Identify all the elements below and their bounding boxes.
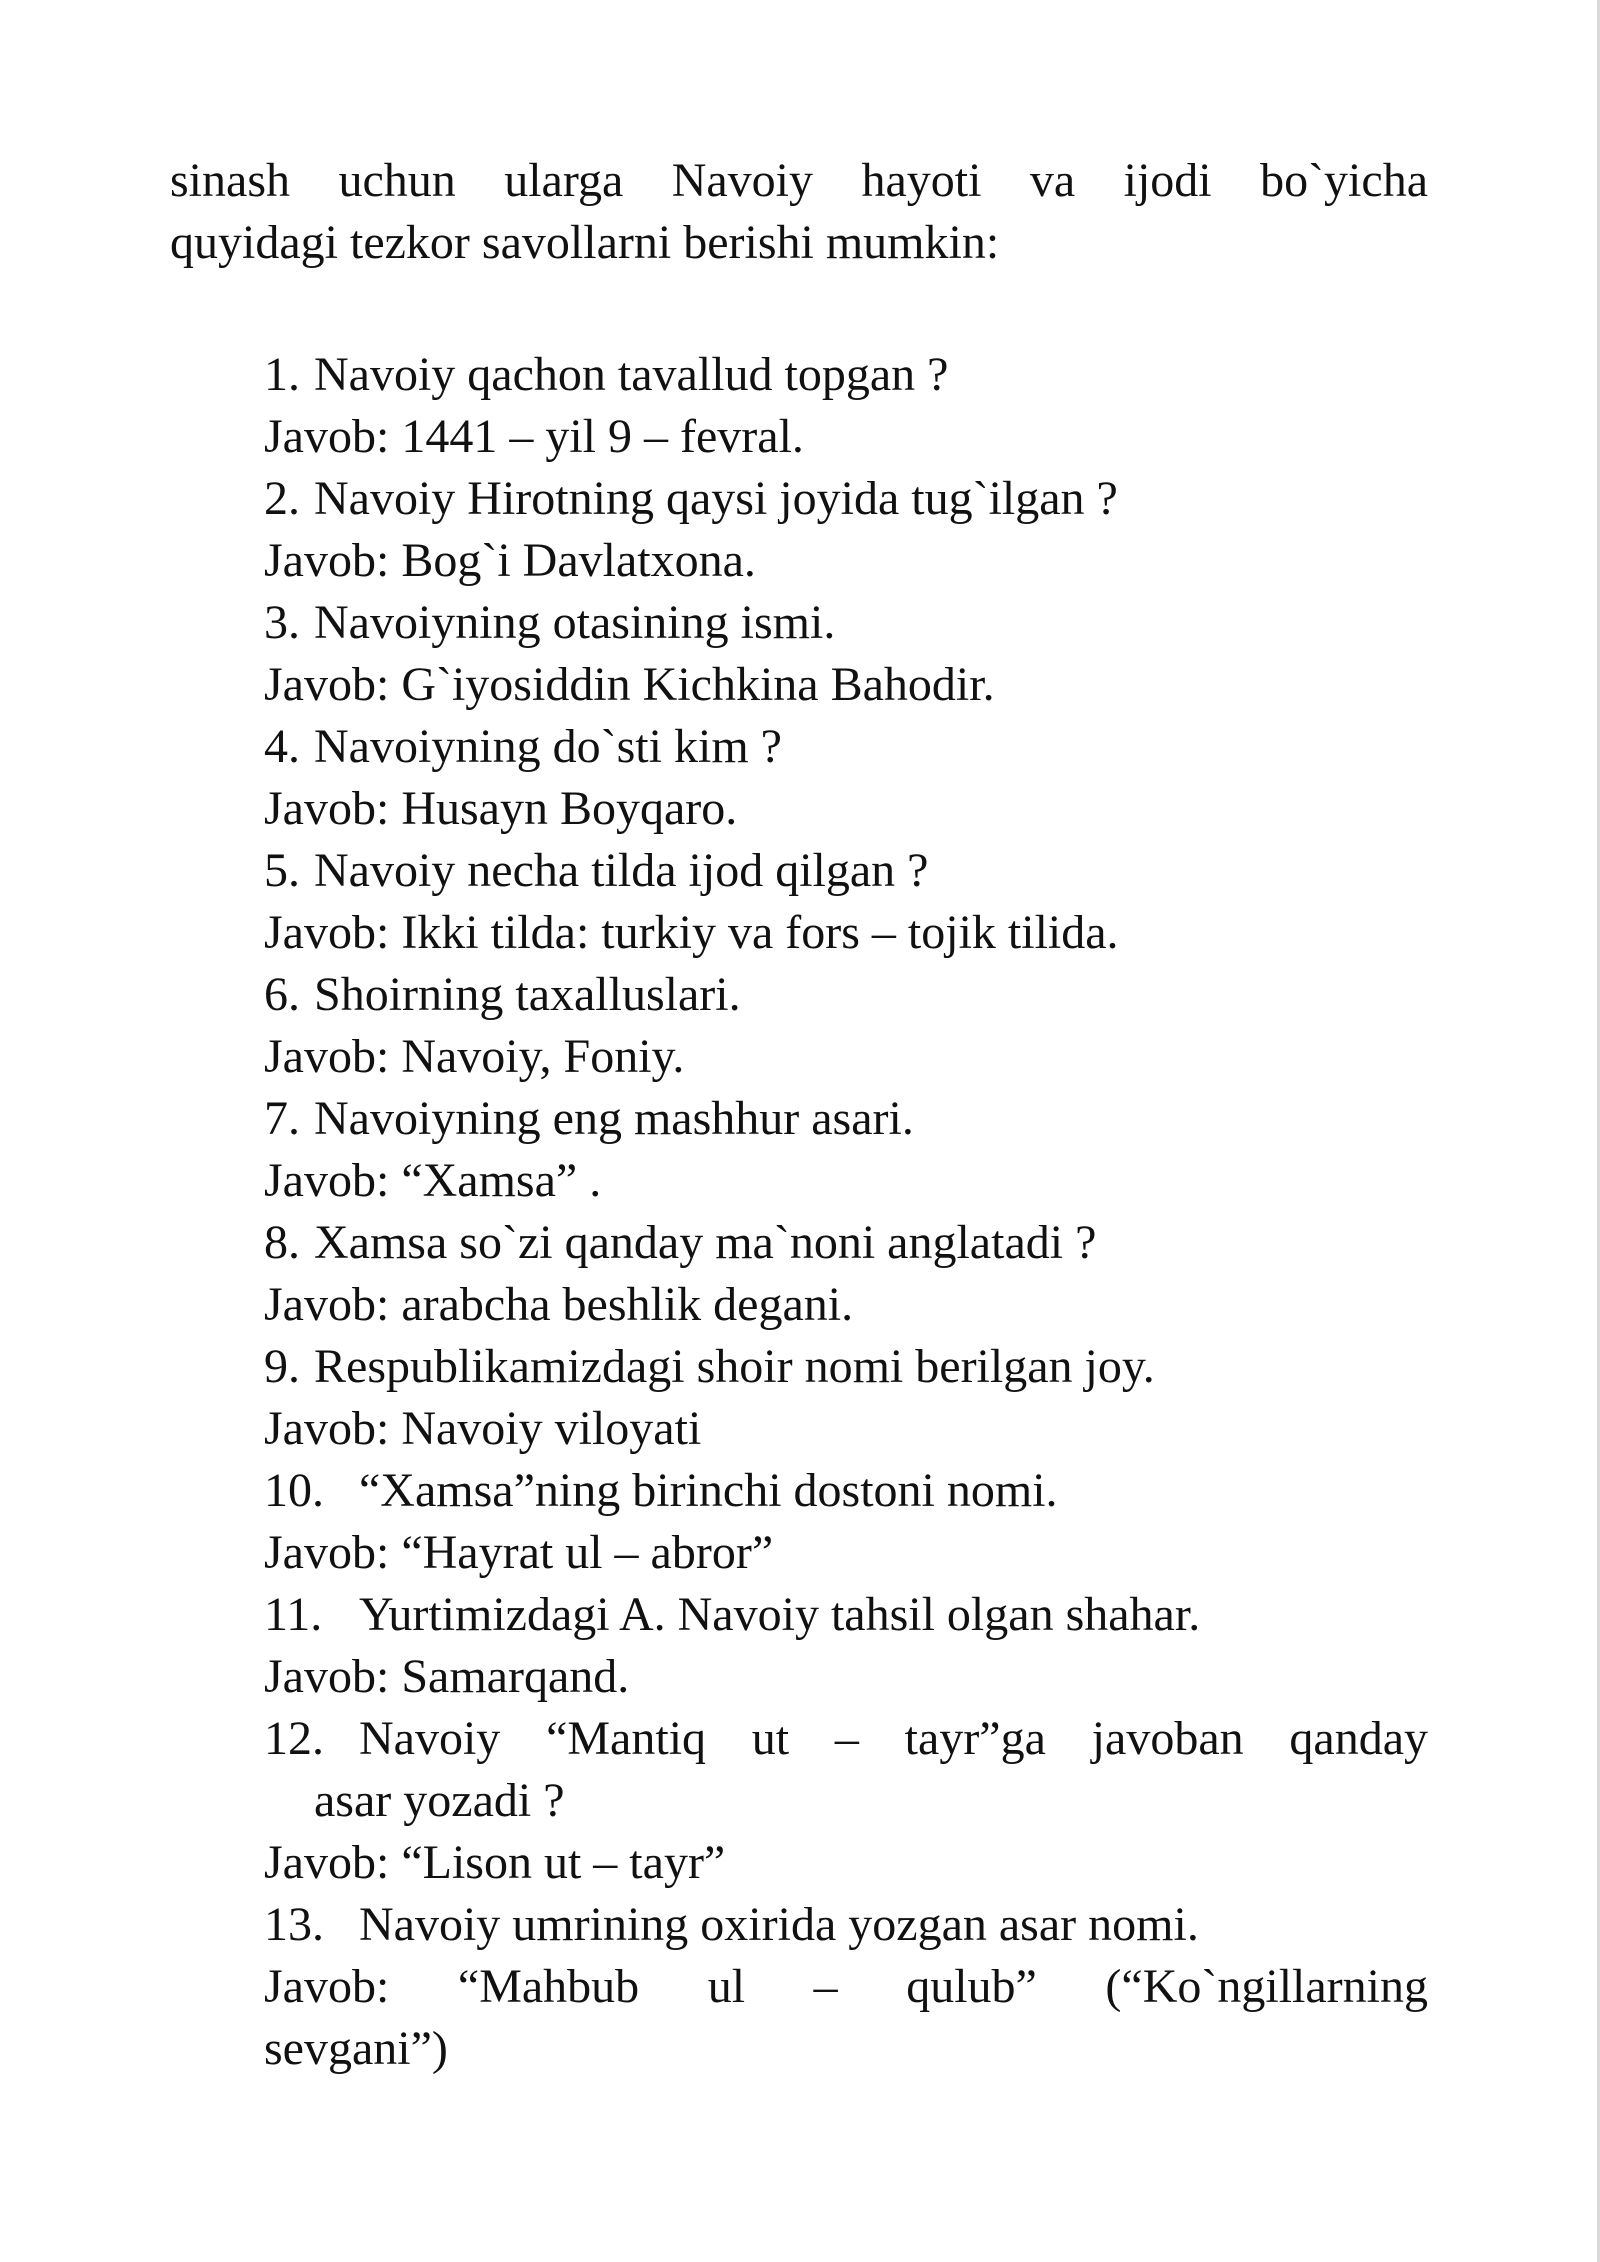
question-number: 4. bbox=[264, 720, 300, 773]
question-text-line-2: asar yozadi ? bbox=[314, 1774, 565, 1827]
question-text: Navoiyning otasining ismi. bbox=[314, 596, 836, 649]
answer: Javob: Ikki tilda: turkiy va fors – tojik tilida. bbox=[264, 906, 1119, 959]
answer: Javob: Samarqand. bbox=[264, 1650, 630, 1703]
list-item bbox=[264, 344, 1428, 468]
intro-line-2: quyidagi tezkor savollarni berishi mumkin: bbox=[170, 216, 1000, 269]
question-number: 5. bbox=[264, 844, 300, 897]
question-text: “Xamsa”ning birinchi dostoni nomi. bbox=[359, 1464, 1058, 1517]
list-item bbox=[264, 1460, 1428, 1584]
question bbox=[264, 592, 1428, 654]
question-text: Navoiyning do`sti kim ? bbox=[314, 720, 782, 773]
question-text: Yurtimizdagi A. Navoiy tahsil olgan shahar. bbox=[359, 1588, 1201, 1641]
list-item bbox=[264, 840, 1428, 964]
question-text-line-1: Navoiy “Mantiq ut – tayr”ga javoban qanday bbox=[359, 1712, 1428, 1765]
answer: Javob: “Hayrat ul – abror” bbox=[264, 1526, 774, 1579]
question-number: 12. bbox=[264, 1712, 324, 1765]
question bbox=[264, 1460, 1428, 1522]
question bbox=[264, 1088, 1428, 1150]
question-text: Xamsa so`zi qanday ma`noni anglatadi ? bbox=[314, 1216, 1097, 1269]
list-item bbox=[264, 716, 1428, 840]
list-item bbox=[264, 1088, 1428, 1212]
question-text: Navoiy umrining oxirida yozgan asar nomi. bbox=[359, 1898, 1199, 1951]
list-item bbox=[264, 1584, 1428, 1708]
answer: Javob: arabcha beshlik degani. bbox=[264, 1278, 854, 1331]
question bbox=[264, 840, 1428, 902]
question bbox=[264, 1336, 1428, 1398]
question-number: 7. bbox=[264, 1092, 300, 1145]
question bbox=[264, 716, 1428, 778]
answer: Javob: Bog`i Davlatxona. bbox=[264, 534, 756, 587]
answer: Javob: Husayn Boyqaro. bbox=[264, 782, 738, 835]
question bbox=[264, 468, 1428, 530]
answer: Javob: G`iyosiddin Kichkina Bahodir. bbox=[264, 658, 995, 711]
question bbox=[264, 344, 1428, 406]
answer-line-2: sevgani”) bbox=[264, 2022, 448, 2075]
question bbox=[264, 964, 1428, 1026]
answer: Javob: “Xamsa” . bbox=[264, 1154, 602, 1207]
question bbox=[264, 1584, 1428, 1646]
answer: Javob: 1441 – yil 9 – fevral. bbox=[264, 410, 804, 463]
question-number: 1. bbox=[264, 348, 300, 401]
intro-line-1: sinash uchun ularga Navoiy hayoti va ijodi bo`yicha bbox=[170, 154, 1428, 207]
question-number: 11. bbox=[264, 1588, 323, 1641]
question-number: 13. bbox=[264, 1898, 324, 1951]
question-number: 6. bbox=[264, 968, 300, 1021]
list-item bbox=[264, 1708, 1428, 1894]
question-answer-list bbox=[264, 344, 1428, 2080]
question-number: 3. bbox=[264, 596, 300, 649]
question bbox=[264, 1894, 1428, 1956]
question-text: Navoiyning eng mashhur asari. bbox=[314, 1092, 914, 1145]
question bbox=[264, 1708, 1428, 1770]
list-item bbox=[264, 1894, 1428, 2080]
question-text: Navoiy necha tilda ijod qilgan ? bbox=[314, 844, 929, 897]
question-text: Respublikamizdagi shoir nomi berilgan joy. bbox=[314, 1340, 1155, 1393]
answer: Javob: “Lison ut – tayr” bbox=[264, 1836, 726, 1889]
list-item bbox=[264, 964, 1428, 1088]
question-text: Shoirning taxalluslari. bbox=[314, 968, 741, 1021]
question-text: Navoiy Hirotning qaysi joyida tug`ilgan ? bbox=[314, 472, 1118, 525]
question bbox=[264, 1212, 1428, 1274]
document-page bbox=[170, 150, 1428, 2080]
list-item bbox=[264, 1212, 1428, 1336]
question-number: 2. bbox=[264, 472, 300, 525]
list-item bbox=[264, 1336, 1428, 1460]
question-number: 8. bbox=[264, 1216, 300, 1269]
answer-line-1: Javob: “Mahbub ul – qulub” (“Ko`ngillarning bbox=[264, 1960, 1428, 2013]
question-number: 10. bbox=[264, 1464, 324, 1517]
answer: Javob: Navoiy, Foniy. bbox=[264, 1030, 685, 1083]
question-number: 9. bbox=[264, 1340, 300, 1393]
list-item bbox=[264, 592, 1428, 716]
answer: Javob: Navoiy viloyati bbox=[264, 1402, 702, 1455]
question-text: Navoiy qachon tavallud topgan ? bbox=[314, 348, 949, 401]
intro-paragraph bbox=[170, 150, 1428, 274]
list-item bbox=[264, 468, 1428, 592]
